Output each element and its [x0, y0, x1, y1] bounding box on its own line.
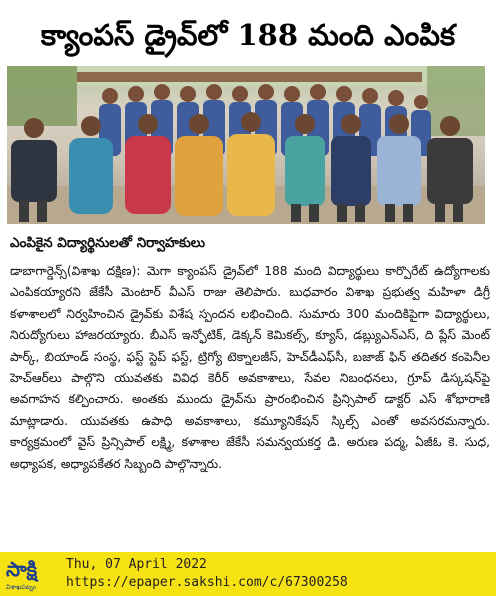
publication-date: Thu, 07 April 2022 — [66, 557, 207, 572]
news-clipping — [4, 4, 492, 552]
photo-caption: ఎంపికైన విద్యార్థినులతో నిర్వాహకులు — [10, 235, 205, 251]
group-photo — [7, 66, 485, 224]
headline: క్యాంపస్ డ్రైవ్‌లో 188 మంది ఎంపిక — [40, 18, 456, 52]
article-body: డాబాగార్డెన్స్(విశాఖ దక్షిణ): మెగా క్యాంపస్ డ్రైవ్‌లో 188 మంది విద్యార్థులు కార్పొరేట్ ఉద్యోగాలకు ఎంపికయ్యారని జేకేసీ మెంటార్ వీఎస్ రాజు తెలిపారు. బుధవారం విశాఖ ప్రభుత్వ మహిళా డిగ్రీ కళాశాలలో నిర్వహించిన డ్రైవ్‌కు విశేష స్పందన లభించింది. సుమారు 300 మందికిపైగా విద్యార్థులు, నిరుద్యోగులు హాజరయ్యారు. బీఎస్ ఇన్ఫోటిక్, డెక్కన్ కెమికల్స్, క్యూస్, డబ్ల్యుఎన్ఎస్, ది ప్లేస్ మెంట్ పార్క్, బియాండ్ సంస్థ, ఫస్ట్ స్టెప్ ఫస్ట్, ట్రిగ్యో టెక్నాలజీస్, హెచ్‌డీఎఫ్‌సీ, బజాజ్ ఫిన్ తదితర కంపెనీల హెచ్‌ఆర్‌లు పాల్గొని యువతకు వివిధ కెరీర్ అవకాశాలు, సేవల నిబంధనలు, గ్రూప్ డిస్కషన్‌పై అవగాహన కల్పించారు. అంతకు ముందు డ్రైవ్‌ను ప్రారంభించిన ప్రిన్సిపాల్ డాక్టర్ ఎస్ శోభారాణి మాట్లాడారు. యువతకు ఉపాధి అవకాశాలు, కమ్యూనికేషన్ స్కిల్స్ ఎంతో అవసరమన్నారు. కార్యక్రమంలో వైస్ ప్రిన్సిపాల్ లక్ష్మి, కళాశాల జేకేసీ సమన్వయకర్త డి. అరుణ పద్మ, ఏజీఓ కె. సుధ, అధ్యాపక, అధ్యాపకేతర సిబ్బంది పాల్గొన్నారు. — [10, 264, 490, 471]
epaper-link[interactable]: https://epaper.sakshi.com/c/67300258 — [66, 575, 348, 590]
logo-wordmark: సాక్షి — [6, 557, 38, 581]
logo-tagline: విశాఖపట్నం — [6, 583, 37, 591]
footer-bar — [0, 552, 496, 596]
sakshi-logo[interactable] — [6, 556, 62, 592]
group-photo-illustration — [7, 66, 485, 224]
